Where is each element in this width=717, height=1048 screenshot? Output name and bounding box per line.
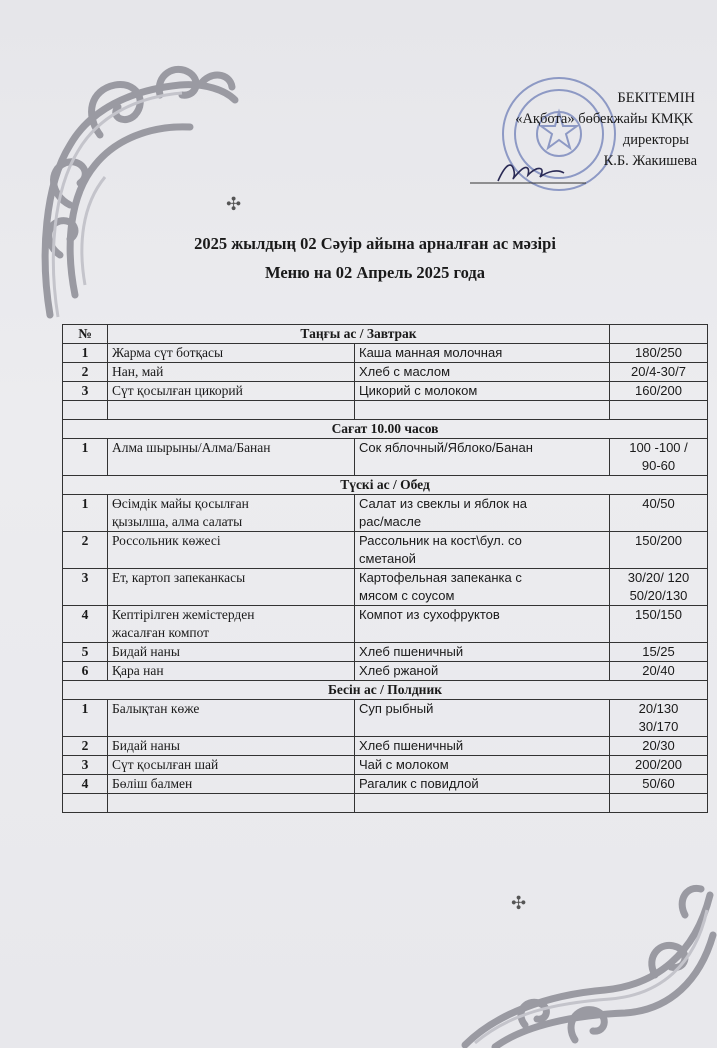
table-row (63, 495, 708, 532)
portion-weight: 20/40 (610, 662, 708, 681)
portion-weight: 160/200 (610, 382, 708, 401)
portion-weight (610, 700, 708, 737)
dish-kz (108, 606, 355, 643)
table-row (63, 344, 708, 363)
portion-weight: 20/4-30/7 (610, 363, 708, 382)
row-number: 2 (63, 363, 108, 382)
dish-ru: Рагалик с повидлой (355, 775, 610, 794)
section-title-lunch: Түскі ас / Обед (63, 476, 708, 495)
approval-line-2: «Ақбота» бөбекжайы КМҚК (515, 111, 693, 127)
row-number: 2 (63, 737, 108, 756)
portion-weight: 150/200 (610, 532, 708, 569)
dish-kz: Қара нан (108, 662, 355, 681)
row-number: 2 (63, 532, 108, 569)
row-number: 4 (63, 775, 108, 794)
signature-icon (468, 157, 588, 187)
row-number: 1 (63, 495, 108, 532)
dish-kz-line2: қызылша, алма салаты (112, 514, 243, 529)
table-row (63, 532, 708, 569)
row-number: 1 (63, 439, 108, 476)
row-number: 1 (63, 700, 108, 737)
portion-weight: 50/60 (610, 775, 708, 794)
portion-weight-line2: 90-60 (641, 458, 676, 473)
dish-ru: Цикорий с молоком (355, 382, 610, 401)
dish-kz-line1: Кептірілген жемістерден (112, 607, 255, 622)
portion-weight: 180/250 (610, 344, 708, 363)
approval-line-3: директоры (622, 132, 689, 148)
row-number: 4 (63, 606, 108, 643)
corner-ornament-bottom-right-icon (455, 875, 717, 1048)
row-number: 3 (63, 569, 108, 606)
section-header-row (63, 681, 708, 700)
dish-kz: Балықтан көже (108, 700, 355, 737)
section-title-afternoon: Бесін ас / Полдник (63, 681, 708, 700)
dish-ru: Чай с молоком (355, 756, 610, 775)
table-row (63, 382, 708, 401)
dish-ru: Хлеб пшеничный (355, 737, 610, 756)
dish-kz: Бөліш балмен (108, 775, 355, 794)
portion-weight-line1: 100 -100 / (629, 440, 688, 455)
menu-title-kz: 2025 жылдың 02 Сәуір айына арналған ас мәзірі (194, 234, 556, 253)
dish-ru: Хлеб с маслом (355, 363, 610, 382)
section-title-snack: Сағат 10.00 часов (63, 420, 708, 439)
section-header-row (63, 420, 708, 439)
section-header-row (63, 476, 708, 495)
dish-ru-line1: Салат из свеклы и яблок на (359, 496, 528, 511)
portion-weight: 20/30 (610, 737, 708, 756)
approval-line-1: БЕКІТЕМІН (617, 90, 695, 106)
dish-kz: Бидай наны (108, 737, 355, 756)
dish-ru: Хлеб пшеничный (355, 643, 610, 662)
portion-weight: 200/200 (610, 756, 708, 775)
section-title-breakfast: Таңғы ас / Завтрак (108, 325, 610, 344)
row-number: 5 (63, 643, 108, 662)
portion-weight: 15/25 (610, 643, 708, 662)
ornament-cross-icon: ✣ (226, 194, 242, 215)
portion-weight (610, 569, 708, 606)
dish-ru (355, 495, 610, 532)
menu-table (62, 324, 708, 813)
dish-ru: Сок яблочный/Яблоко/Банан (355, 439, 610, 476)
dish-ru: Каша манная молочная (355, 344, 610, 363)
dish-ru-line2: мясом с соусом (359, 588, 455, 603)
table-row (63, 737, 708, 756)
dish-ru (355, 569, 610, 606)
portion-weight-line1: 20/130 (638, 701, 679, 716)
row-number: 3 (63, 756, 108, 775)
dish-ru-line2: рас/масле (359, 514, 422, 529)
table-row (63, 439, 708, 476)
dish-ru: Компот из сухофруктов (355, 606, 610, 643)
dish-kz: Алма шырыны/Алма/Банан (108, 439, 355, 476)
dish-ru-line1: Рассольник на кост\бул. со (359, 533, 522, 548)
dish-kz-line1: Өсімдік майы қосылған (112, 496, 249, 511)
dish-ru-line1: Картофельная запеканка с (359, 570, 522, 585)
dish-kz: Нан, май (108, 363, 355, 382)
approval-line-4: К.Б. Жакишева (603, 153, 697, 169)
table-row (63, 606, 708, 643)
num-header: № (63, 325, 108, 344)
dish-kz: Россольник көжесі (108, 532, 355, 569)
portion-weight-line1: 30/20/ 120 (627, 570, 690, 585)
table-row (63, 756, 708, 775)
portion-weight: 150/150 (610, 606, 708, 643)
dish-ru: Хлеб ржаной (355, 662, 610, 681)
portion-weight (610, 439, 708, 476)
table-row (63, 643, 708, 662)
corner-ornament-top-left-icon (30, 55, 240, 325)
dish-ru: Суп рыбный (355, 700, 610, 737)
portion-weight-line2: 30/170 (638, 719, 679, 734)
portion-weight: 40/50 (610, 495, 708, 532)
menu-title-ru: Меню на 02 Апрель 2025 года (264, 263, 486, 282)
row-number: 3 (63, 382, 108, 401)
empty-row (63, 401, 708, 420)
dish-kz: Ет, картоп запеканкасы (108, 569, 355, 606)
table-row (63, 662, 708, 681)
table-row (63, 700, 708, 737)
dish-kz: Сүт қосылған цикорий (108, 382, 355, 401)
section-header-row (63, 325, 708, 344)
dish-kz: Бидай наны (108, 643, 355, 662)
dish-kz-line2: жасалған компот (112, 625, 210, 640)
dish-ru-line2: сметаной (359, 551, 416, 566)
dish-kz: Жарма сүт ботқасы (108, 344, 355, 363)
table-row (63, 569, 708, 606)
dish-ru (355, 532, 610, 569)
portion-weight-line2: 50/20/130 (629, 588, 688, 603)
empty-row (63, 794, 708, 813)
dish-kz: Сүт қосылған шай (108, 756, 355, 775)
row-number: 6 (63, 662, 108, 681)
table-row (63, 775, 708, 794)
table-row (63, 363, 708, 382)
row-number: 1 (63, 344, 108, 363)
dish-kz (108, 495, 355, 532)
ornament-cross-icon: ✣ (511, 893, 527, 914)
